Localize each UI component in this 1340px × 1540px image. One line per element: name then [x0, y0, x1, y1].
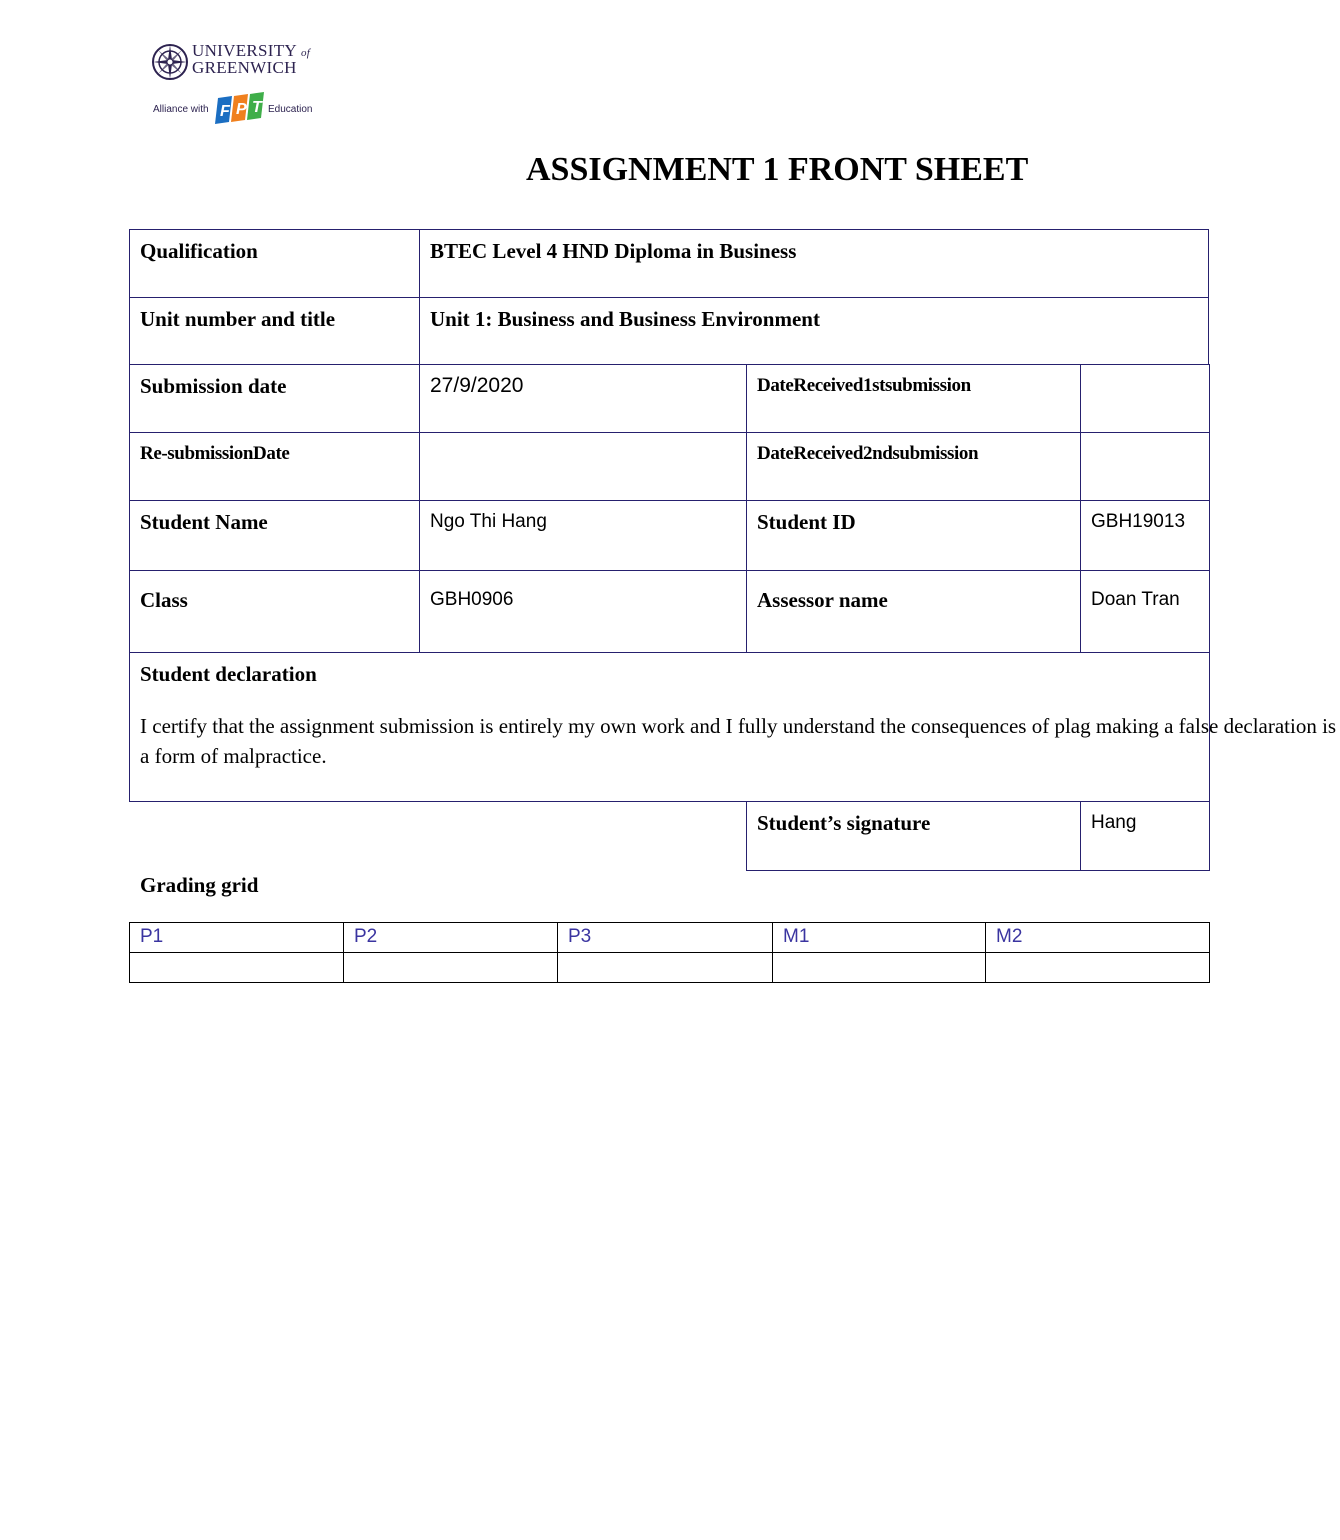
compass-emblem-icon — [150, 42, 190, 82]
declaration-heading: Student declaration — [140, 662, 317, 686]
fpt-letter-t: T — [252, 99, 262, 116]
date-received-1st-value — [1080, 364, 1210, 433]
grade-value-p1 — [129, 952, 344, 983]
fpt-logo-icon — [212, 92, 266, 126]
grade-value-m2 — [985, 952, 1210, 983]
resubmission-date-value — [419, 432, 747, 501]
grade-header-m1: M1 — [772, 922, 986, 953]
university-logo — [150, 40, 320, 130]
student-name-label: Student Name — [129, 500, 420, 571]
date-received-2nd-label: DateReceived2ndsubmission — [746, 432, 1081, 501]
page-title: ASSIGNMENT 1 FRONT SHEET — [526, 151, 1029, 188]
fpt-letter-p: P — [236, 101, 247, 118]
qualification-value: BTEC Level 4 HND Diploma in Business — [419, 229, 1209, 298]
fpt-letter-f: F — [220, 103, 230, 120]
grade-header-p1: P1 — [129, 922, 344, 953]
class-label: Class — [129, 570, 420, 653]
logo-education-text: Education — [268, 104, 313, 115]
grade-value-p2 — [343, 952, 558, 983]
student-declaration — [129, 652, 1337, 802]
student-name-value: Ngo Thi Hang — [419, 500, 747, 571]
signature-label: Student’s signature — [746, 801, 1081, 871]
unit-value: Unit 1: Business and Business Environment — [419, 297, 1209, 365]
student-id-value: GBH19013 — [1080, 500, 1210, 571]
grade-header-m2: M2 — [985, 922, 1210, 953]
unit-label: Unit number and title — [129, 297, 420, 365]
submission-date-value: 27/9/2020 — [419, 364, 747, 433]
logo-greenwich-text: GREENWICH — [192, 58, 297, 77]
grade-header-p2: P2 — [343, 922, 558, 953]
date-received-2nd-value — [1080, 432, 1210, 501]
declaration-text: I certify that the assignment submission is entirely my own work and I fully understand the consequences of plag making a false declaration is a form of malpractice. — [140, 714, 1337, 768]
assessor-name-label: Assessor name — [746, 570, 1081, 653]
assessor-name-value: Doan Tran — [1080, 570, 1210, 653]
grade-value-m1 — [772, 952, 986, 983]
resubmission-date-label: Re-submissionDate — [129, 432, 420, 501]
submission-date-label: Submission date — [129, 364, 420, 433]
logo-university-text: UNIVERSITY of — [192, 41, 311, 60]
grading-grid-label: Grading grid — [140, 873, 259, 897]
grade-value-p3 — [557, 952, 773, 983]
logo-alliance-text: Alliance with — [153, 104, 209, 115]
grade-header-p3: P3 — [557, 922, 773, 953]
class-value: GBH0906 — [419, 570, 747, 653]
qualification-label: Qualification — [129, 229, 420, 298]
signature-value: Hang — [1080, 801, 1210, 871]
student-id-label: Student ID — [746, 500, 1081, 571]
date-received-1st-label: DateReceived1stsubmission — [746, 364, 1081, 433]
